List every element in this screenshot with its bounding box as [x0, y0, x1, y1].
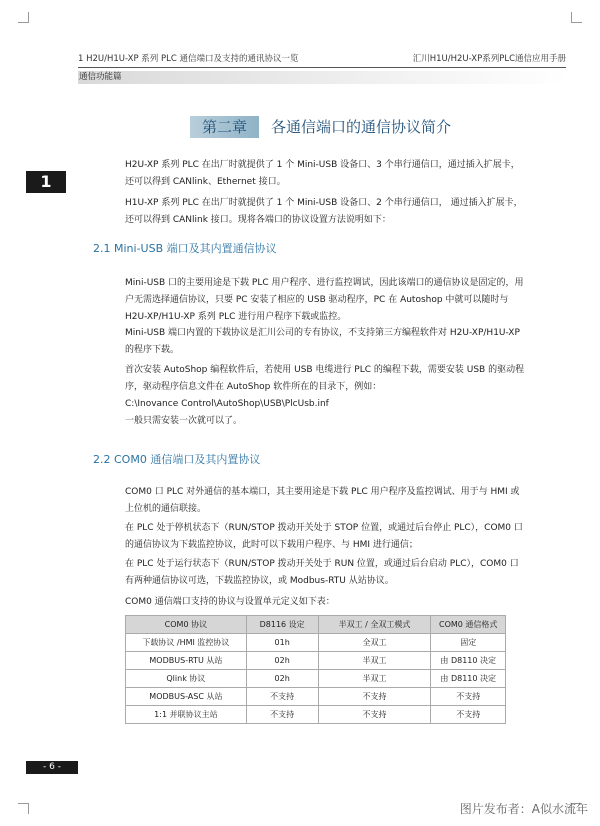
paragraph-mini-usb-protocol: Mini-USB 端口内置的下载协议是汇川公司的专有协议，不支持第三方编程软件对 H2U-XP/H1U-XP 的程序下载。 — [125, 328, 520, 355]
watermark: 图片发布者：A似水流年 — [459, 802, 588, 816]
table-cell: 02h — [246, 670, 318, 688]
crop-mark-top-left — [18, 12, 29, 23]
table-cell: 不支持 — [246, 688, 318, 706]
table-cell: 全双工 — [318, 634, 431, 652]
com0-protocol-table — [125, 615, 506, 724]
header-right: 汇川H1U/H2U-XP系列PLC通信应用手册 — [412, 54, 566, 64]
crop-mark-bottom-left — [18, 803, 29, 814]
table-header-cell: COM0 通信格式 — [431, 616, 506, 634]
paragraph-h1u: H1U-XP 系列 PLC 在出厂时就提供了 1 个 Mini-USB 设备口、2 个串行通信口， 通过插入扩展卡，还可以得到 CANlink 接口。现将各端口的协议设置方法说明如下： — [125, 198, 523, 225]
table-cell: MODBUS-RTU 从站 — [126, 652, 247, 670]
section-band: 通信功能篇 — [78, 71, 567, 84]
table-cell: 01h — [246, 634, 318, 652]
table-row — [126, 634, 506, 652]
chapter-number: 第二章 — [190, 116, 259, 138]
header-left: 1 H2U/H1U-XP 系列 PLC 通信端口及支持的通讯协议一览 — [78, 54, 299, 64]
table-row — [126, 706, 506, 724]
table-cell: 不支持 — [431, 688, 506, 706]
table-cell: MODBUS-ASC 从站 — [126, 688, 247, 706]
side-chapter-tab: 1 — [26, 171, 66, 193]
paragraph-install-once: 一般只需安装一次就可以了。 — [125, 416, 243, 426]
paragraph-h2u: H2U-XP 系列 PLC 在出厂时就提供了 1 个 Mini-USB 设备口、3 个串行通信口，通过插入扩展卡，还可以得到 CANlink、Ethernet 接口。 — [125, 160, 520, 187]
header-rule — [78, 67, 566, 68]
table-cell: 半双工 — [318, 652, 431, 670]
table-cell: 固定 — [431, 634, 506, 652]
table-cell: 不支持 — [431, 706, 506, 724]
paragraph-com0-purpose: COM0 口 PLC 对外通信的基本端口，其主要用途是下载 PLC 用户程序及监控调试、用于与 HMI 或上位机的通信联接。 — [125, 487, 520, 514]
paragraph-table-intro: COM0 通信端口支持的协议与设置单元定义如下表： — [125, 597, 335, 607]
chapter-title: 各通信端口的通信协议简介 — [271, 118, 452, 136]
section-title-com0: 2.2 COM0 通信端口及其内置协议 — [93, 453, 261, 466]
page-number: - 6 - — [26, 761, 78, 774]
table-cell: 下载协议 /HMI 监控协议 — [126, 634, 247, 652]
section-title-mini-usb: 2.1 Mini-USB 端口及其内置通信协议 — [93, 242, 277, 255]
table-cell: 不支持 — [318, 706, 431, 724]
table-cell: 不支持 — [246, 706, 318, 724]
paragraph-mini-usb-purpose: Mini-USB 口的主要用途是下载 PLC 用户程序、进行监控调试，因此该端口的通信协议是固定的，用户无需选择通信协议，只要 PC 安装了相应的 USB 驱动程序，PC 在 Autoshop 中就可以随时与 H2U-XP/H1U-XP 系列 PLC 进行用户程序下载或监控。 — [125, 278, 524, 322]
driver-path: C:\Inovance Control\AutoShop\USB\PlcUsb.inf — [125, 399, 329, 409]
table-cell: 由 D8110 决定 — [431, 652, 506, 670]
table-header-cell: 半双工 / 全双工模式 — [318, 616, 431, 634]
running-header — [78, 52, 566, 66]
table-row — [126, 688, 506, 706]
table-cell: 02h — [246, 652, 318, 670]
table-cell: Qlink 协议 — [126, 670, 247, 688]
table-row — [126, 670, 506, 688]
table-header-cell: COM0 协议 — [126, 616, 247, 634]
table-cell: 不支持 — [318, 688, 431, 706]
paragraph-com0-run: 在 PLC 处于运行状态下（RUN/STOP 拨动开关处于 RUN 位置，或通过后台启动 PLC），COM0 口有两种通信协议可选，下载监控协议，或 Modbus-RTU 从站协议。 — [125, 559, 519, 586]
paragraph-usb-driver: 首次安装 AutoShop 编程软件后，若使用 USB 电缆进行 PLC 的编程下载，需要安装 USB 的驱动程序，驱动程序信息文件在 AutoShop 软件所在的目录下，例如： — [125, 365, 525, 392]
table-cell: 半双工 — [318, 670, 431, 688]
chapter-heading — [190, 116, 451, 138]
crop-mark-top-right — [571, 12, 582, 23]
table-row — [126, 652, 506, 670]
paragraph-com0-stop: 在 PLC 处于停机状态下（RUN/STOP 拨动开关处于 STOP 位置，或通过后台停止 PLC），COM0 口的通信协议为下载监控协议，此时可以下载用户程序、与 HMI 进行通信； — [125, 523, 523, 550]
table-header-row — [126, 616, 506, 634]
table-cell: 1:1 并联协议主站 — [126, 706, 247, 724]
table-cell: 由 D8110 决定 — [431, 670, 506, 688]
table-header-cell: D8116 设定 — [246, 616, 318, 634]
